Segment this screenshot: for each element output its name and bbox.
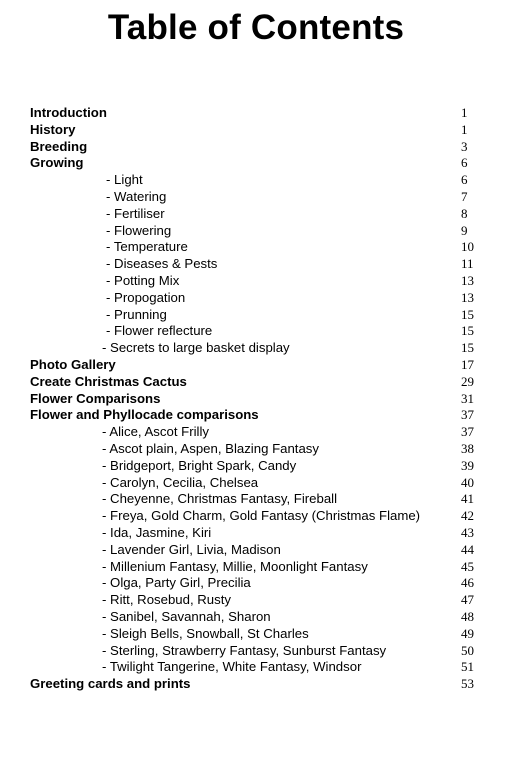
toc-entry-label: - Cheyenne, Christmas Fantasy, Fireball [102, 491, 338, 507]
toc-page-number: 13 [461, 289, 474, 305]
toc-subsection-entry [0, 475, 512, 492]
toc-subsection-entry [0, 626, 512, 643]
toc-subsection-entry [0, 491, 512, 508]
toc-entry-label: - Watering [106, 188, 167, 204]
toc-page-number: 11 [461, 256, 474, 272]
toc-page-number: 6 [461, 172, 468, 188]
toc-entry-label: Growing [30, 155, 84, 171]
toc-page-number: 43 [461, 524, 474, 540]
toc-subsection-entry [0, 223, 512, 240]
toc-entry-label: - Sanibel, Savannah, Sharon [102, 608, 271, 624]
toc-subsection-entry [0, 424, 512, 441]
toc-entry-label: - Millenium Fantasy, Millie, Moonlight Fantasy [102, 558, 368, 574]
toc-entry-label: Breeding [30, 138, 88, 154]
toc-page-number: 31 [461, 390, 474, 406]
toc-page-number: 46 [461, 575, 474, 591]
toc-entry-label: - Freya, Gold Charm, Gold Fantasy (Christmas Flame) [102, 508, 421, 524]
toc-entry-label: - Propogation [106, 289, 186, 305]
toc-list [0, 105, 512, 693]
toc-subsection-entry [0, 659, 512, 676]
toc-page-number: 17 [461, 356, 474, 372]
toc-page-number: 41 [461, 491, 474, 507]
toc-subsection-entry [0, 290, 512, 307]
toc-entry-label: - Sterling, Strawberry Fantasy, Sunburst Fantasy [102, 642, 387, 658]
toc-subsection-entry [0, 525, 512, 542]
toc-entry-label: - Twilight Tangerine, White Fantasy, Windsor [102, 659, 362, 675]
toc-entry-label: Flower Comparisons [30, 390, 161, 406]
toc-entry-label: - Diseases & Pests [106, 256, 218, 272]
toc-entry-label: - Lavender Girl, Livia, Madison [102, 541, 281, 557]
toc-page-number: 37 [461, 407, 474, 423]
toc-entry-label: - Potting Mix [106, 272, 180, 288]
toc-entry-label: - Secrets to large basket display [102, 340, 290, 356]
toc-page-number: 50 [461, 642, 474, 658]
toc-page-number: 39 [461, 457, 474, 473]
toc-entry-label: - Alice, Ascot Frilly [102, 424, 209, 440]
toc-section-entry [0, 374, 512, 391]
toc-section-entry [0, 155, 512, 172]
toc-section-entry [0, 105, 512, 122]
toc-subsection-entry [0, 273, 512, 290]
toc-entry-label: - Flowering [106, 222, 172, 238]
toc-subsection-entry [0, 441, 512, 458]
toc-entry-label: Introduction [30, 105, 107, 120]
toc-page-number: 3 [461, 138, 468, 154]
toc-subsection-entry [0, 559, 512, 576]
toc-page-number: 45 [461, 558, 474, 574]
toc-page-number: 38 [461, 440, 474, 456]
toc-page-number: 7 [461, 188, 468, 204]
toc-section-entry [0, 139, 512, 156]
toc-subsection-entry [0, 189, 512, 206]
toc-page-number: 53 [461, 676, 474, 692]
toc-subsection-entry [0, 239, 512, 256]
toc-subsection-entry [0, 592, 512, 609]
toc-subsection-entry [0, 172, 512, 189]
toc-page-number: 42 [461, 508, 474, 524]
toc-page-number: 15 [461, 306, 474, 322]
toc-subsection-entry [0, 323, 512, 340]
toc-subsection-entry [0, 206, 512, 223]
toc-page-number: 44 [461, 541, 474, 557]
toc-entry-label: - Prunning [106, 306, 167, 322]
toc-page-number: 15 [461, 340, 474, 356]
toc-entry-label: Create Christmas Cactus [30, 373, 187, 389]
toc-page-number: 1 [461, 105, 468, 120]
toc-entry-label: - Fertiliser [106, 205, 165, 221]
toc-subsection-entry [0, 508, 512, 525]
toc-entry-label: Flower and Phyllocade comparisons [30, 407, 259, 423]
toc-section-entry [0, 122, 512, 139]
toc-section-entry [0, 357, 512, 374]
toc-page-number: 15 [461, 323, 474, 339]
toc-page-number: 49 [461, 625, 474, 641]
toc-subsection-entry [0, 307, 512, 324]
toc-subsection-entry [0, 340, 512, 357]
toc-page-number: 48 [461, 608, 474, 624]
toc-page-number: 40 [461, 474, 474, 490]
toc-section-entry [0, 407, 512, 424]
toc-entry-label: - Flower reflecture [106, 323, 213, 339]
toc-entry-label: Greeting cards and prints [30, 676, 191, 692]
toc-page-number: 51 [461, 659, 474, 675]
toc-entry-label: Photo Gallery [30, 356, 116, 372]
toc-entry-label: - Carolyn, Cecilia, Chelsea [102, 474, 259, 490]
toc-entry-label: - Bridgeport, Bright Spark, Candy [102, 457, 297, 473]
toc-page-number: 1 [461, 121, 468, 137]
toc-entry-label: - Ascot plain, Aspen, Blazing Fantasy [102, 440, 319, 456]
toc-section-entry [0, 676, 512, 693]
page-title: Table of Contents [107, 8, 405, 47]
toc-page-number: 29 [461, 373, 474, 389]
toc-entry-label: - Ritt, Rosebud, Rusty [102, 592, 231, 608]
toc-subsection-entry [0, 643, 512, 660]
toc-section-entry [0, 391, 512, 408]
toc-page-number: 37 [461, 424, 474, 440]
toc-entry-label: History [30, 121, 76, 137]
toc-page-number: 6 [461, 155, 468, 171]
toc-entry-label: - Temperature [106, 239, 188, 255]
toc-subsection-entry [0, 256, 512, 273]
toc-page-number: 47 [461, 592, 474, 608]
toc-entry-label: - Olga, Party Girl, Precilia [102, 575, 251, 591]
toc-entry-label: - Sleigh Bells, Snowball, St Charles [102, 625, 309, 641]
toc-subsection-entry [0, 458, 512, 475]
toc-page-number: 10 [461, 239, 474, 255]
toc-entry-label: - Ida, Jasmine, Kiri [102, 524, 212, 540]
toc-page-number: 9 [461, 222, 468, 238]
toc-page-number: 13 [461, 272, 474, 288]
toc-page-number: 8 [461, 205, 468, 221]
toc-subsection-entry [0, 575, 512, 592]
toc-subsection-entry [0, 542, 512, 559]
toc-subsection-entry [0, 609, 512, 626]
toc-entry-label: - Light [106, 172, 143, 188]
